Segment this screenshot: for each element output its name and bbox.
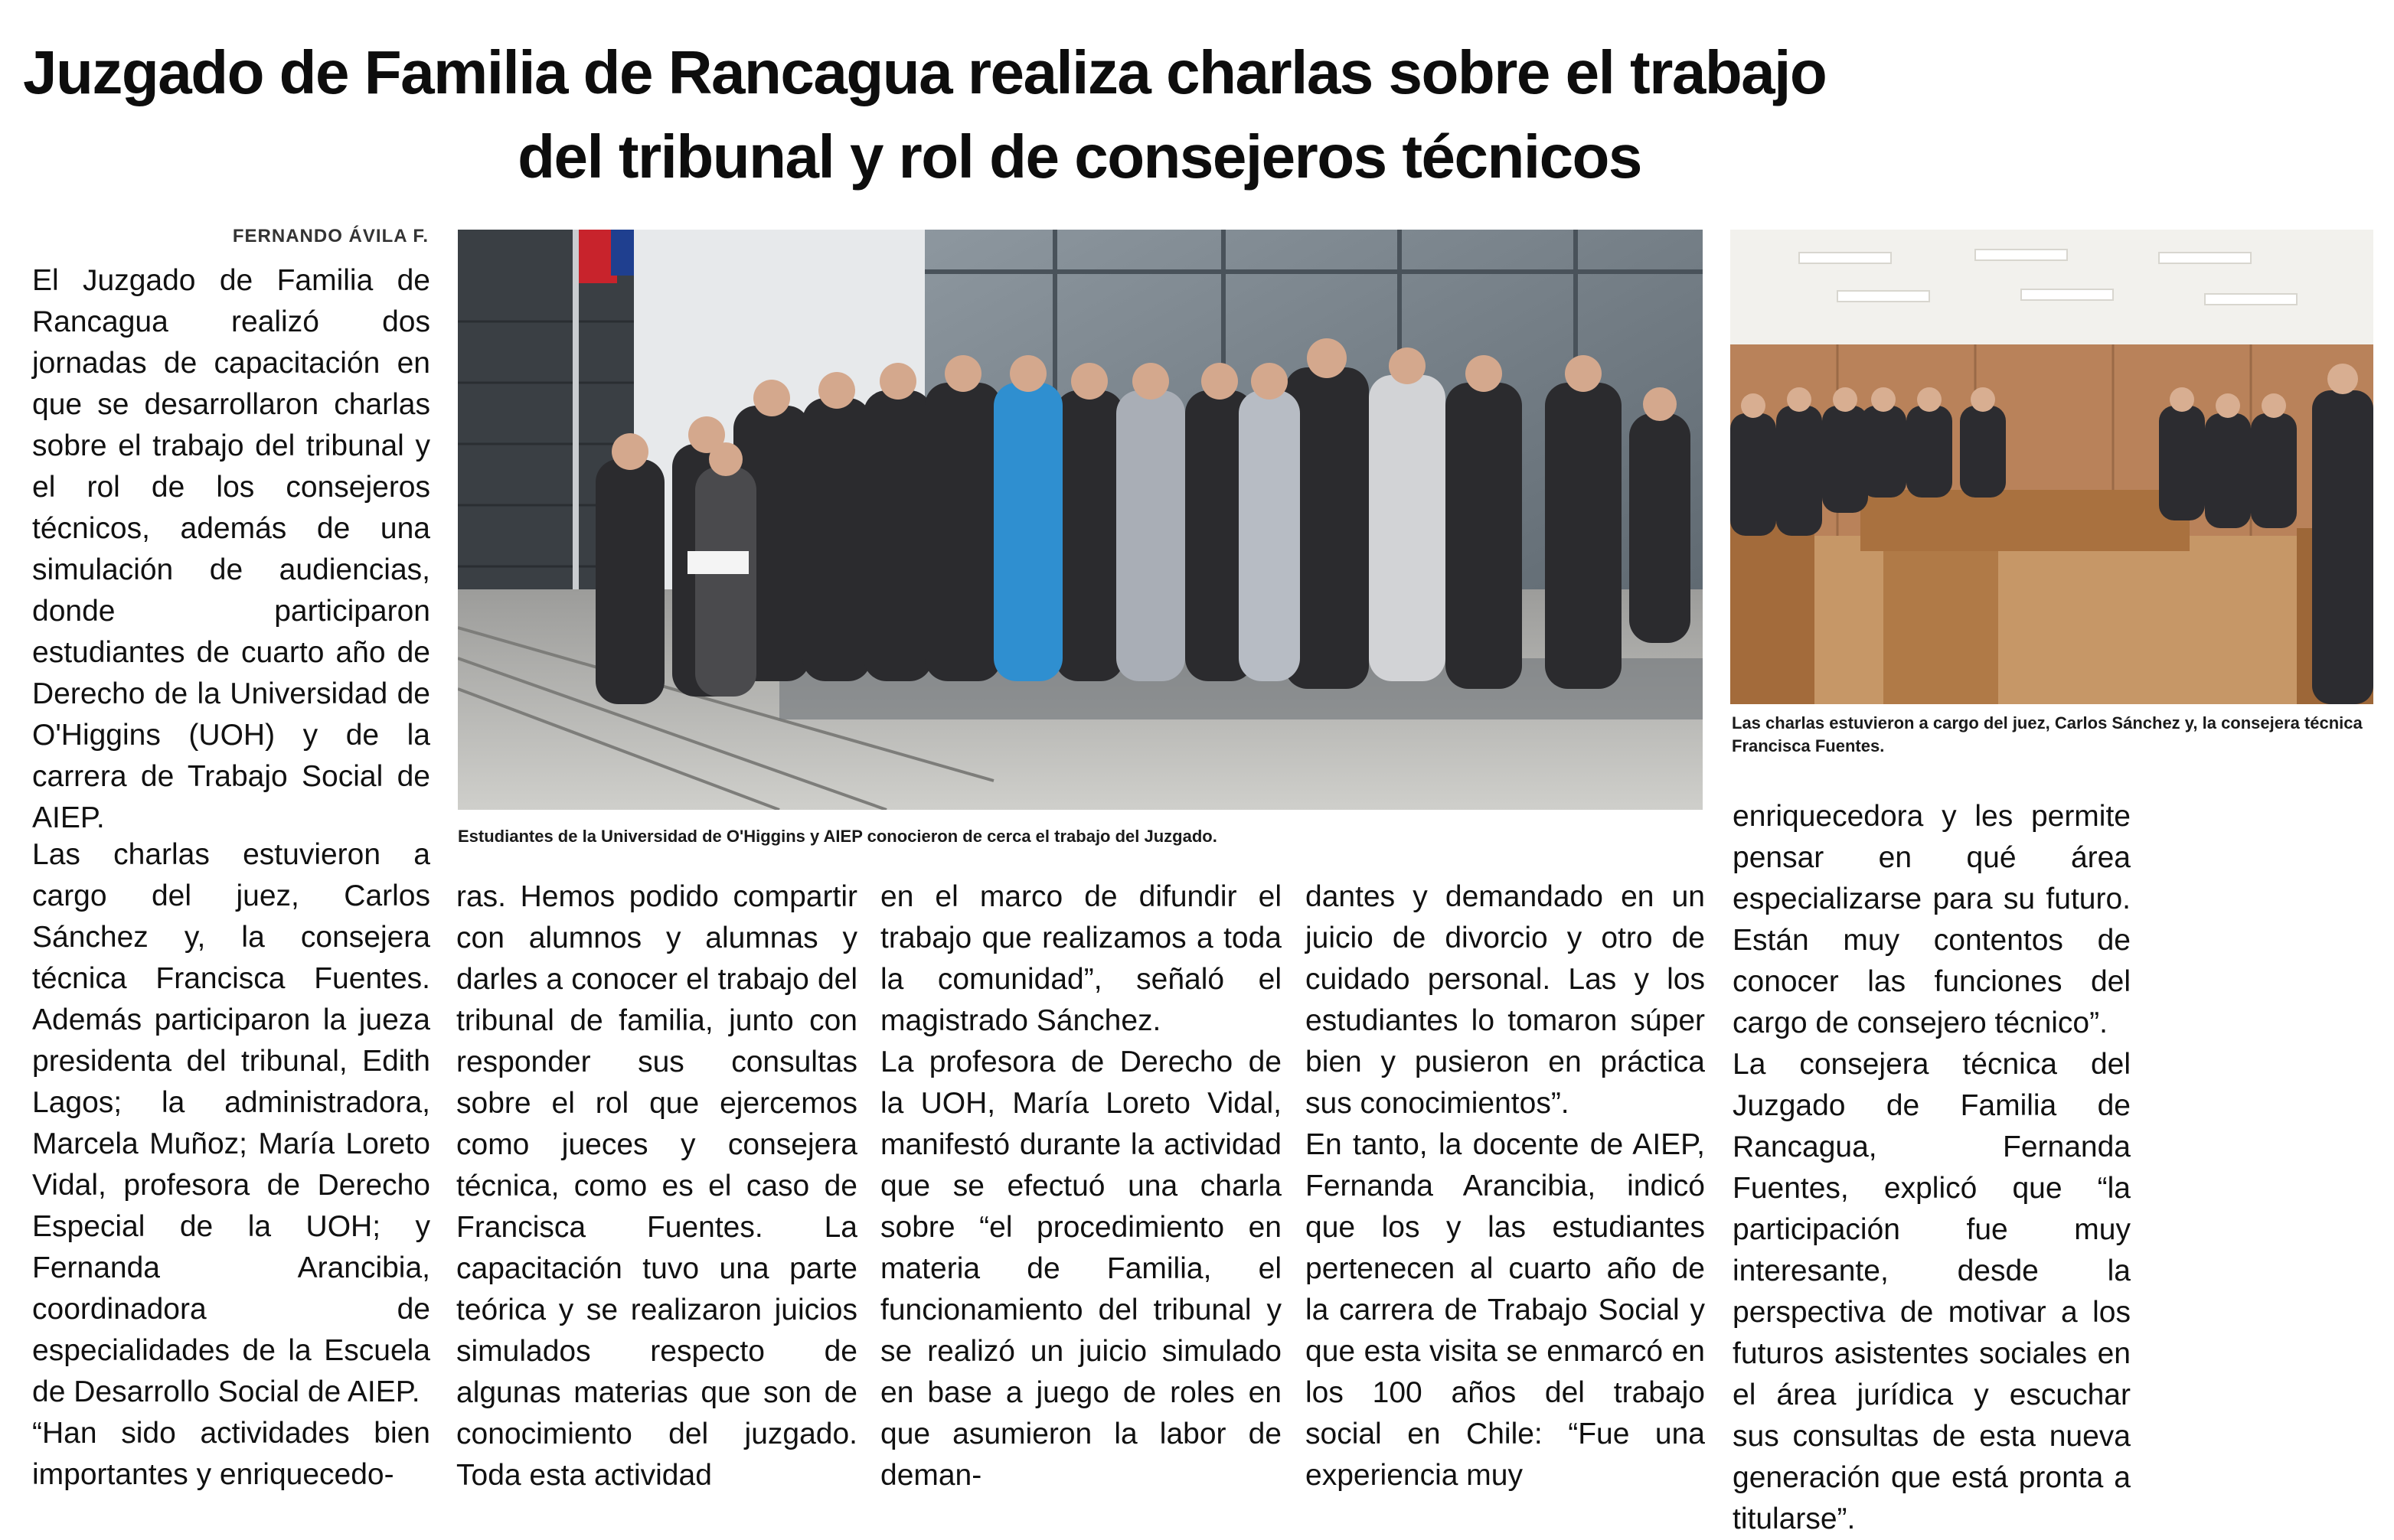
paragraph-counselor: La consejera técnica del Juzgado de Familia de Rancagua, Fernanda Fuentes, explicó que “la participación fue muy interesante, desde la perspectiva de motivar a los futuros asistentes sociales en el área jurídica y escuchar sus consultas de esta nueva generación que está pronta a titularse”. (1733, 1048, 2131, 1535)
body-column-1-bottom (32, 834, 430, 1496)
headline-line-2: del tribunal y rol de consejeros técnicos (518, 122, 1641, 191)
classroom-photo-caption: Las charlas estuvieron a cargo del juez, Carlos Sánchez y, la consejera técnica Francisca Fuentes. (1732, 713, 2363, 755)
paragraph-participants: Las charlas estuvieron a cargo del juez, Carlos Sánchez y, la consejera técnica Francisca Fuentes. Además participaron la jueza presidenta del tribunal, Edith Lagos; la administradora, Marcela Muñoz; María Loreto Vidal, profesora de Derecho Especial de la UOH; y Fernanda Arancibia, coordinadora de especialidades de la Escuela de Desarrollo Social de AIEP. (32, 838, 430, 1408)
group-photo (458, 230, 1703, 810)
group-photo-caption: Estudiantes de la Universidad de O'Higgins y AIEP conocieron de cerca el trabajo del Juzgado. (458, 827, 1217, 846)
paragraph-quote-start: “Han sido actividades bien importantes y enriquecedo- (32, 1417, 430, 1491)
paragraph-professor: La profesora de Derecho de la UOH, María Loreto Vidal, manifestó durante la actividad que se efectuó una charla sobre “el procedimiento en materia de Familia, el funcionamiento del tribunal y se realizó un juicio simulado en base a juego de roles en que asumieron la labor de deman- (880, 1046, 1282, 1492)
byline: FERNANDO ÁVILA F. (232, 226, 429, 246)
paragraph-intro: El Juzgado de Familia de Rancagua realizó dos jornadas de capacitación en que se desarrollaron charlas sobre el trabajo del tribunal y el rol de los consejeros técnicos, además de una simulación de audiencias, donde participaron estudiantes de cuarto año de Derecho de la Universidad de O'Higgins (UOH) y de la carrera de Trabajo Social de AIEP. (32, 264, 430, 834)
body-column-3 (880, 876, 1282, 1496)
paragraph-professor-end: dantes y demandado en un juicio de divorcio y otro de cuidado personal. Las y los estudiantes lo tomaron súper bien y pusieron en práctica sus conocimientos”. (1305, 880, 1705, 1120)
classroom-photo (1730, 230, 2373, 704)
body-column-1-top (32, 260, 430, 839)
body-column-5 (1733, 796, 2131, 1540)
paragraph-aiep-end: enriquecedora y les permite pensar en qué área especializarse para su futuro. Están muy contentos de conocer las funciones del cargo de consejero técnico”. (1733, 800, 2131, 1039)
headline-line-1: Juzgado de Familia de Rancagua realiza charlas sobre el trabajo (23, 38, 1827, 106)
paragraph-aiep: En tanto, la docente de AIEP, Fernanda Arancibia, indicó que los y las estudiantes pertenecen al cuarto año de la carrera de Trabajo Social y que esta visita se enmarcó en los 100 años del trabajo social en Chile: “Fue una experiencia muy (1305, 1128, 1705, 1492)
body-column-4 (1305, 876, 1705, 1496)
article-headline (23, 31, 2136, 199)
paragraph-quote-judge-end: en el marco de difundir el trabajo que realizamos a toda la comunidad”, señaló el magistrado Sánchez. (880, 880, 1282, 1037)
body-column-2 (456, 876, 857, 1496)
paragraph-quote-judge: ras. Hemos podido compartir con alumnos y alumnas y darles a conocer el trabajo del tribunal de familia, junto con responder sus consultas sobre el rol que ejercemos como jueces y consejera técnica, como es el caso de Francisca Fuentes. La capacitación tuvo una parte teórica y se realizaron juicios simulados respecto de algunas materias que son de conocimiento del juzgado. Toda esta actividad (456, 880, 857, 1492)
